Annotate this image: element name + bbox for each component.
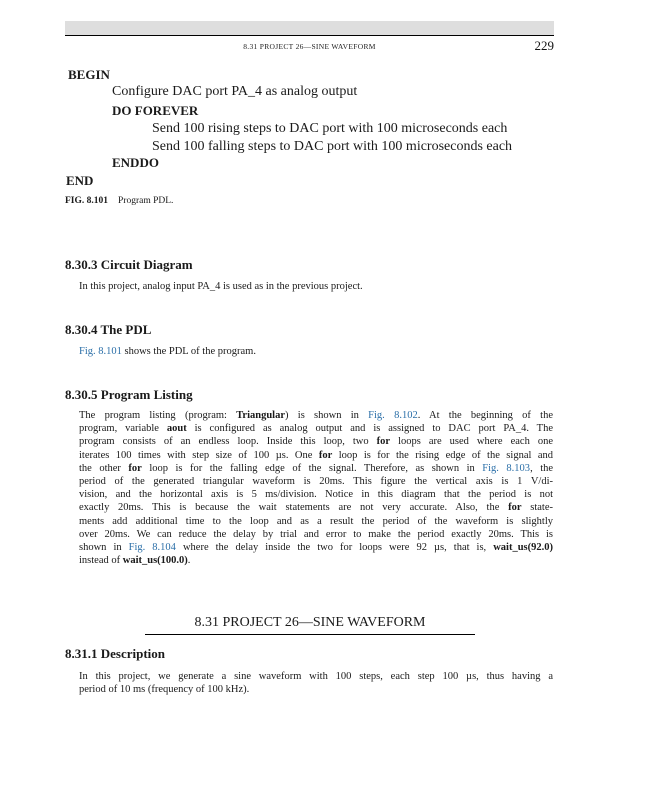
pdl-enddo: ENDDO (112, 155, 159, 170)
pdl-line-falling: Send 100 falling steps to DAC port with 100 microseconds each (152, 139, 513, 154)
section-paragraph-8-30-5 (79, 409, 553, 567)
page-number: 229 (534, 38, 554, 53)
text-line: iterates 100 times with step size of 100 µs. One for loop is for the rising edge of the signal and (79, 449, 553, 461)
figure-caption (65, 196, 173, 206)
text-line: ments add additional time to the loop and as a result the period of the waveform is slightly (79, 515, 553, 527)
figure-link-8-104[interactable]: Fig. 8.104 (128, 541, 176, 553)
text-line: over 20ms. We can reduce the delay by trial and error to make the period exactly 20ms. This is (79, 528, 553, 540)
figure-link-8-103[interactable]: Fig. 8.103 (482, 462, 531, 474)
text-line: vision, and the horizontal axis is 5 ms/division. Notice in this diagram that the period is not (79, 489, 553, 501)
pdl-end: END (66, 173, 94, 188)
figure-label: FIG. 8.101 (65, 196, 109, 206)
figure-link-8-102[interactable]: Fig. 8.102 (368, 410, 418, 421)
text-line: period of the generated triangular waveform is 20ms. This figure the vertical axis is 1 V/di- (79, 475, 553, 487)
section-heading-8-30-3: 8.30.3 Circuit Diagram (65, 257, 193, 272)
pdl-line-rising: Send 100 rising steps to DAC port with 100 microseconds each (152, 121, 508, 136)
text-line: program consists of an endless loop. Inside this loop, two for loops are used where each one (79, 436, 553, 448)
section-heading-8-30-4: 8.30.4 The PDL (65, 322, 152, 337)
section-text-8-30-3: In this project, analog input PA_4 is used as in the previous project. (79, 281, 363, 292)
section-heading-8-30-5: 8.30.5 Program Listing (65, 387, 193, 402)
section-heading-8-31: 8.31 PROJECT 26—SINE WAVEFORM (145, 615, 475, 635)
section-paragraph-8-31-1 (79, 670, 553, 696)
text-line: the other for loop is for the falling edge of the signal. Therefore, as shown in Fig. 8.103, the (79, 462, 554, 474)
pdl-do-forever: DO FOREVER (112, 103, 199, 118)
figure-caption-text: Program PDL. (118, 196, 174, 206)
text-line: In this project, we generate a sine waveform with 100 steps, each step 100 µs, thus having a (79, 671, 553, 682)
section-heading-8-31-1: 8.31.1 Description (65, 646, 166, 661)
pdl-line-configure: Configure DAC port PA_4 as analog output (112, 84, 358, 99)
top-margin-bar (65, 21, 554, 36)
text-line: shown in Fig. 8.104 where the delay inside the two for loops were 92 µs, that is, wait_us(92.0) (79, 541, 554, 553)
text-line: exactly 20ms. This is because the wait statements are not very accurate. Also, the for state- (79, 502, 553, 514)
text-line: The program listing (program: Triangular) is shown in Fig. 8.102. At the beginning of the (79, 410, 553, 421)
figure-link-8-101[interactable]: Fig. 8.101 (79, 346, 122, 357)
section-text-8-30-4: Fig. 8.101 shows the PDL of the program. (79, 346, 256, 357)
text-line: period of 10 ms (frequency of 100 kHz). (79, 684, 250, 696)
pdl-begin: BEGIN (68, 67, 110, 82)
running-title: 8.31 PROJECT 26—SINE WAVEFORM (243, 42, 376, 51)
running-header (65, 35, 554, 53)
text-line: instead of wait_us(100.0). (79, 555, 191, 567)
text-line: program, variable aout is configured as analog output and is assigned to DAC port PA_4. The (79, 423, 553, 435)
